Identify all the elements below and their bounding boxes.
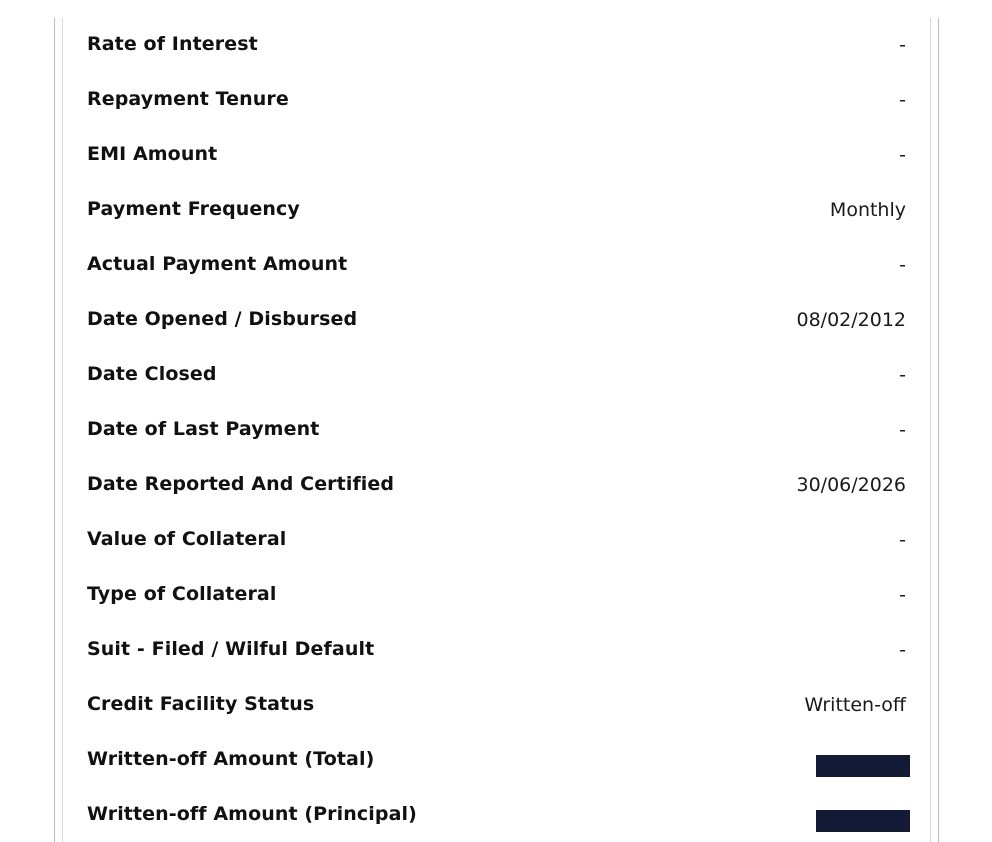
row-date-last-payment: [87, 404, 910, 459]
redacted-value: [816, 755, 910, 777]
left-outer-border: [54, 18, 55, 842]
field-value: Written-off: [804, 694, 906, 716]
field-value: -: [899, 584, 906, 606]
field-label: Repayment Tenure: [87, 88, 289, 110]
row-repayment-tenure: [87, 74, 910, 129]
right-inner-border: [930, 18, 931, 842]
left-inner-border: [62, 18, 63, 842]
field-label: Date Opened / Disbursed: [87, 308, 358, 330]
field-label: EMI Amount: [87, 143, 218, 165]
row-actual-payment-amount: [87, 239, 910, 294]
field-label: Suit - Filed / Wilful Default: [87, 638, 375, 660]
field-value: -: [899, 639, 906, 661]
field-value: 30/06/2026: [796, 474, 906, 496]
row-written-off-principal: [87, 789, 910, 842]
field-label: Written-off Amount (Principal): [87, 803, 417, 825]
field-value: -: [899, 144, 906, 166]
field-value: -: [899, 364, 906, 386]
right-outer-border: [938, 18, 939, 842]
row-suit-filed: [87, 624, 910, 679]
row-date-opened: [87, 294, 910, 349]
row-rate-of-interest: [87, 19, 910, 74]
field-value: -: [899, 34, 906, 56]
row-value-of-collateral: [87, 514, 910, 569]
row-type-of-collateral: [87, 569, 910, 624]
row-credit-facility-status: [87, 679, 910, 734]
field-label: Date Reported And Certified: [87, 473, 395, 495]
field-value: Monthly: [829, 199, 906, 221]
field-label: Actual Payment Amount: [87, 253, 348, 275]
field-value: -: [899, 254, 906, 276]
field-value: 08/02/2012: [796, 309, 906, 331]
row-written-off-total: [87, 734, 910, 789]
field-label: Credit Facility Status: [87, 693, 315, 715]
account-details-list: [87, 19, 910, 842]
field-value: -: [899, 419, 906, 441]
redacted-value: [816, 810, 910, 832]
field-value: -: [899, 89, 906, 111]
row-payment-frequency: [87, 184, 910, 239]
field-label: Type of Collateral: [87, 583, 277, 605]
field-label: Value of Collateral: [87, 528, 287, 550]
field-value: -: [899, 529, 906, 551]
row-date-reported: [87, 459, 910, 514]
row-emi-amount: [87, 129, 910, 184]
field-label: Date Closed: [87, 363, 217, 385]
field-label: Payment Frequency: [87, 198, 300, 220]
row-date-closed: [87, 349, 910, 404]
field-label: Date of Last Payment: [87, 418, 320, 440]
field-label: Written-off Amount (Total): [87, 748, 375, 770]
field-label: Rate of Interest: [87, 33, 258, 55]
